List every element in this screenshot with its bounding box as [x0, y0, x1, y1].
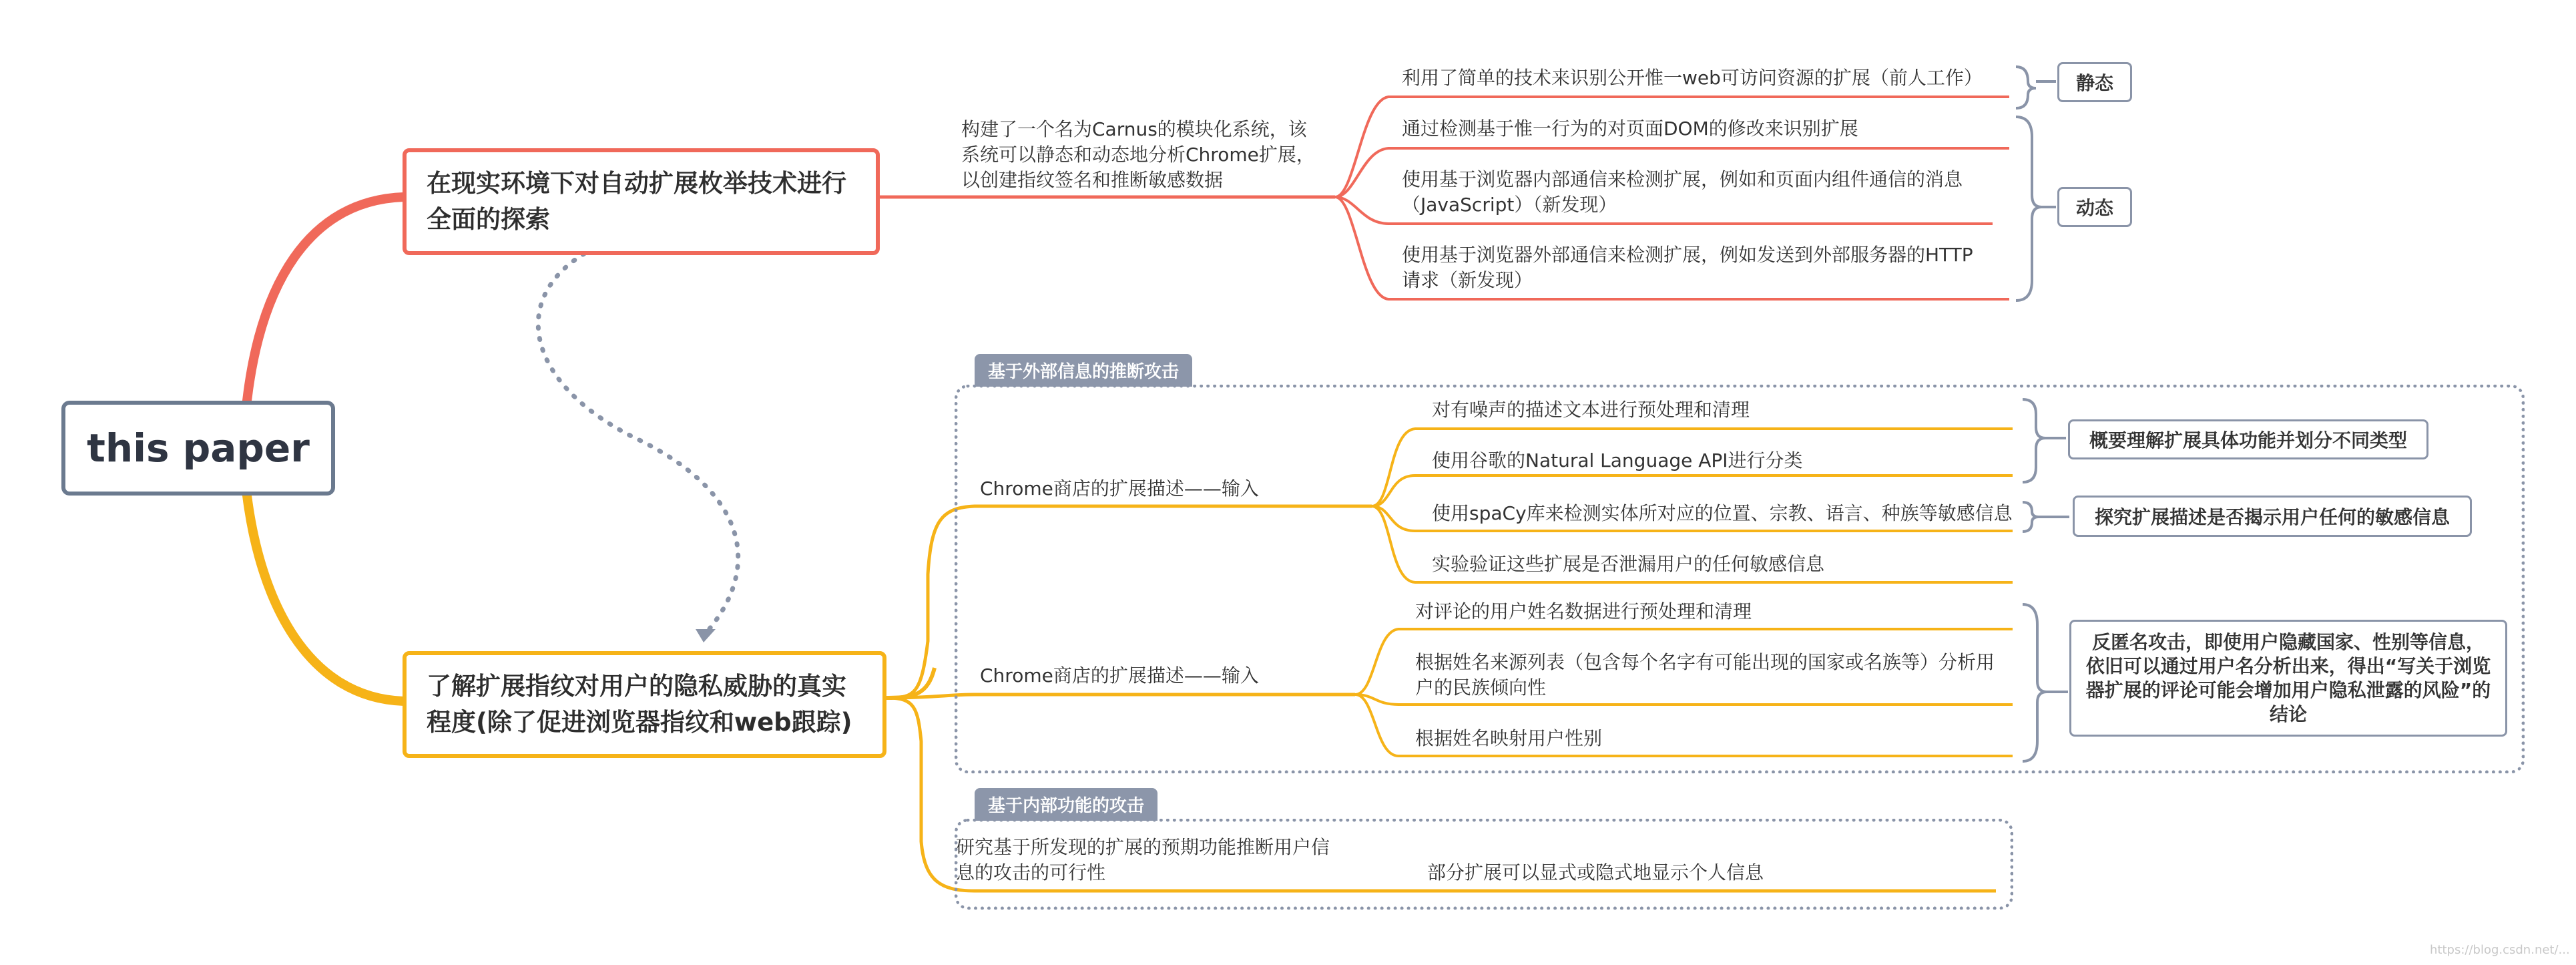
branch2-topic[interactable]: 了解扩展指纹对用户的隐私威胁的真实程度(除了促进浏览器指纹和web跟踪): [403, 651, 886, 758]
group1-item: 使用spaCy库来检测实体所对应的位置、宗教、语言、种族等敏感信息: [1432, 502, 2013, 524]
internal-function-attack-label: 基于内部功能的攻击: [975, 788, 1157, 821]
sensitive-info-tag[interactable]: 探究扩展描述是否揭示用户任何的敏感信息: [2073, 496, 2472, 537]
watermark: https://blog.csdn.net/...: [2430, 943, 2570, 957]
deanonymization-tag[interactable]: 反匿名攻击，即使用户隐藏国家、性别等信息，依旧可以通过用户名分析出来，得出“写关于浏览器扩展的评论可能会增加用户隐私泄露的风险”的结论: [2069, 620, 2507, 737]
group2-item: 根据姓名映射用户性别: [1415, 727, 1603, 749]
external-info-attack-label: 基于外部信息的推断攻击: [975, 354, 1192, 387]
group2-item: 根据姓名来源列表（包含每个名字有可能出现的国家或名族等）分析用户的民族倾向性: [1415, 651, 1995, 699]
static-bracket: [2016, 67, 2036, 108]
group1-item: 使用谷歌的Natural Language API进行分类: [1432, 449, 1803, 471]
dynamic-tag[interactable]: 动态: [2057, 187, 2132, 227]
branch1-item: 使用基于浏览器外部通信来检测扩展，例如发送到外部服务器的HTTP请求（新发现）: [1402, 244, 1973, 291]
internal-function-input: 研究基于所发现的扩展的预期功能推断用户信息的攻击的可行性: [956, 836, 1330, 884]
group1-item: 对有噪声的描述文本进行预处理和清理: [1432, 399, 1750, 421]
branch1-item: 通过检测基于惟一行为的对页面DOM的修改来识别扩展: [1402, 118, 1858, 140]
store-description-input: Chrome商店的扩展描述——输入: [980, 477, 1259, 500]
dynamic-bracket: [2016, 117, 2041, 301]
relation-arrow: [538, 254, 738, 631]
relation-arrow-head: [696, 629, 716, 642]
branch1-item: 使用基于浏览器内部通信来检测扩展，例如和页面内组件通信的消息（JavaScript）（新发现）: [1402, 168, 1963, 216]
internal-function-item: 部分扩展可以显式或隐式地显示个人信息: [1427, 861, 1764, 884]
store-description-input: Chrome商店的扩展描述——输入: [980, 664, 1259, 687]
group2-item: 对评论的用户姓名数据进行预处理和清理: [1415, 600, 1752, 622]
static-tag[interactable]: 静态: [2057, 62, 2132, 102]
root-node[interactable]: this paper: [61, 401, 335, 496]
branch1-item: 利用了简单的技术来识别公开惟一web可访问资源的扩展（前人工作）: [1402, 67, 1983, 89]
branch1-topic[interactable]: 在现实环境下对自动扩展枚举技术进行全面的探索: [403, 148, 880, 255]
branch1-description: 构建了一个名为Carnus的模块化系统，该系统可以静态和动态地分析Chrome扩展，以创建指纹签名和推断敏感数据: [961, 118, 1315, 191]
root-to-branch1-link: [247, 197, 404, 401]
root-to-branch2-link: [247, 496, 404, 701]
group1-item: 实验验证这些扩展是否泄漏用户的任何敏感信息: [1432, 553, 1825, 575]
classify-functions-tag[interactable]: 概要理解扩展具体功能并划分不同类型: [2068, 419, 2428, 459]
